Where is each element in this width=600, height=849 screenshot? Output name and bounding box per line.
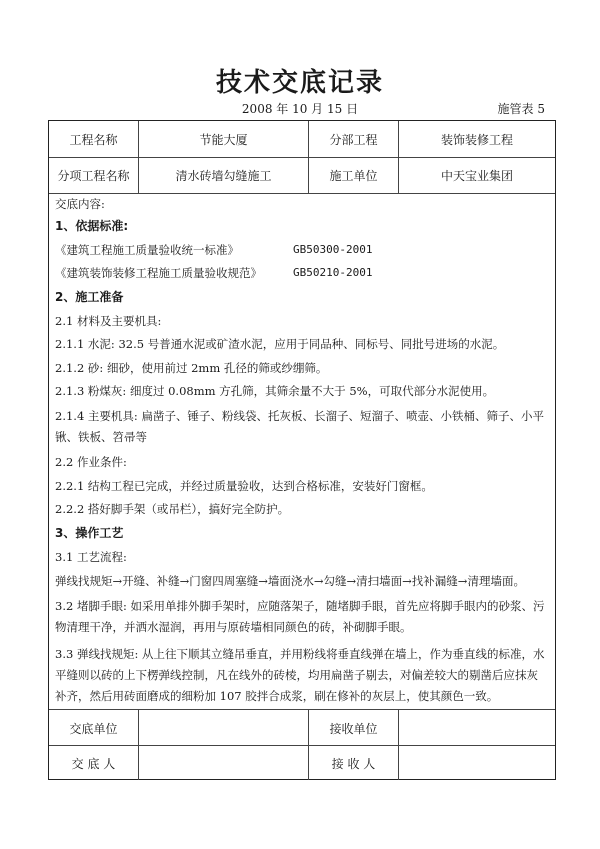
item-3-2: 3.2 堵脚手眼: 如采用单排外脚手架时，应随落架子，随堵脚手眼，首先应将脚手眼内的砂浆、污物清理干净，并洒水湿润，再用与原砖墙相同颜色的砖，补砌脚手眼。: [55, 599, 545, 634]
section-3-title: 3、操作工艺: [55, 526, 124, 540]
item-2-1: 2.1 材料及主要机具:: [55, 314, 162, 328]
receiving-unit-value: [399, 710, 555, 746]
division-label: 分部工程: [309, 121, 399, 157]
item-2-1-1: 2.1.1 水泥: 32.5 号普通水泥或矿渣水泥，应用于同品种、同标号、同批号进场的水泥。: [55, 337, 505, 351]
item-2-1-4: 2.1.4 主要机具: 扁凿子、锤子、粉线袋、托灰板、长溜子、短溜子、喷壶、小铁桶、筛子、小平锹、铁板、笤帚等: [55, 409, 544, 444]
standard-1: [55, 242, 549, 258]
standard-2-name: 《建筑装饰装修工程施工质量验收规范》: [55, 266, 262, 280]
info-row-project: [49, 121, 555, 158]
standard-1-name: 《建筑工程施工质量验收统一标准》: [55, 243, 239, 257]
briefing-unit-label: 交底单位: [49, 710, 139, 746]
subproject-name-value: 清水砖墙勾缝施工: [139, 157, 309, 193]
content-heading: 交底内容:: [55, 197, 105, 211]
subproject-name-label: 分项工程名称: [49, 157, 139, 193]
receiving-person-value: [399, 746, 555, 780]
project-name-value: 节能大厦: [139, 121, 309, 157]
page-title: 技术交底记录: [215, 68, 384, 98]
section-2-title: 2、施工准备: [55, 290, 124, 304]
receiving-unit-label: 接收单位: [309, 710, 399, 746]
item-2-1-3: 2.1.3 粉煤灰: 细度过 0.08mm 方孔筛，其筛余量不大于 5%，可取代部分水泥使用。: [55, 384, 495, 398]
footer-row-units: [49, 709, 555, 746]
info-row-subproject: [49, 157, 555, 194]
contractor-value: 中天宝业集团: [440, 168, 513, 183]
section-1-title: 1、依据标准:: [55, 219, 129, 233]
record-date: 2008 年 10 月 15 日: [241, 102, 359, 116]
record-table: [48, 120, 556, 780]
item-3-1: 3.1 工艺流程:: [55, 550, 127, 564]
item-3-3: 3.3 弹线找规矩: 从上往下顺其立缝吊垂直，并用粉线将垂直线弹在墙上，作为垂直线的标准，水平缝则以砖的上下楞弹线控制，凡在线外的砖棱，均用扁凿子剔去，对偏差较大的剔凿后应抹灰补齐，然后用砖面磨成的细粉加 107 胶拌合成浆，刷在修补的灰层上，使其颜色一致。: [55, 647, 545, 703]
standard-2-code: GB50210-2001: [293, 266, 373, 279]
briefing-unit-value: [139, 710, 309, 746]
briefing-person-label: 交 底 人: [49, 746, 139, 780]
item-2-2-1: 2.2.1 结构工程已完成，并经过质量验收，达到合格标准，安装好门窗框。: [55, 479, 433, 493]
footer-row-persons: [49, 745, 555, 780]
project-name-label: 工程名称: [49, 121, 139, 157]
briefing-person-value: [139, 746, 309, 780]
standard-1-code: GB50300-2001: [293, 243, 373, 256]
division-value: 装饰装修工程: [440, 132, 513, 147]
item-2-2-2: 2.2.2 搭好脚手架（或吊栏），搞好完全防护。: [55, 502, 290, 516]
item-2-1-2: 2.1.2 砂: 细砂，使用前过 2mm 孔径的筛或纱绷筛。: [55, 361, 328, 375]
contractor-label: 施工单位: [309, 157, 399, 193]
standard-2: [55, 265, 549, 281]
process-flow: 弹线找规矩→开缝、补缝→门窗四周塞缝→墙面浇水→勾缝→清扫墙面→找补漏缝→清理墙面。: [55, 574, 525, 588]
receiving-person-label: 接 收 人: [309, 746, 399, 780]
item-2-2: 2.2 作业条件:: [55, 455, 127, 469]
form-number: 施管表 5: [497, 102, 545, 116]
